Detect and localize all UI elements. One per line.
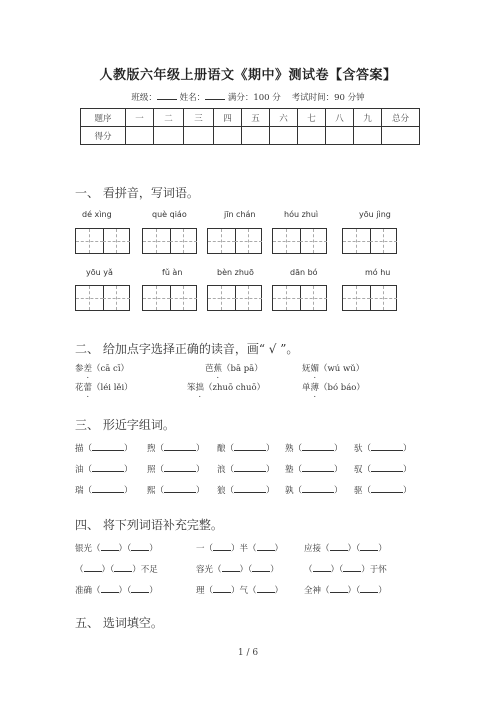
answer-blank[interactable]: [234, 441, 266, 451]
score-cell[interactable]: [354, 127, 382, 145]
idiom-item: [304, 562, 387, 575]
score-cell[interactable]: [214, 127, 242, 145]
answer-blank[interactable]: [92, 441, 124, 451]
answer-blank[interactable]: [313, 562, 331, 572]
reading-item: [75, 381, 133, 393]
idiom-text: ）气（: [231, 586, 257, 596]
section-1-title: 一、 看拼音，写词语。: [75, 186, 199, 200]
reading-options[interactable]: （bó báo）: [319, 383, 365, 393]
word-item: 照（ ）: [147, 462, 205, 475]
answer-blank[interactable]: [131, 541, 149, 551]
score-cell[interactable]: [184, 127, 214, 145]
word-item: 瑞（ ）: [75, 483, 133, 496]
header-cell: 一: [126, 109, 154, 127]
answer-blank[interactable]: [360, 541, 378, 551]
idiom-text: ）于怀: [361, 565, 387, 575]
char: 驭: [354, 465, 363, 475]
word-item: 驱（ ）: [354, 483, 412, 496]
answer-blank[interactable]: [213, 541, 231, 551]
idiom-text: 银光（: [75, 544, 101, 554]
score-cell[interactable]: [154, 127, 184, 145]
reading-item: [187, 381, 265, 393]
pinyin: bèn zhuō: [217, 268, 254, 277]
idiom-text: 理（: [196, 586, 214, 596]
score-value-row: [81, 127, 420, 145]
name-blank[interactable]: [205, 90, 225, 100]
section-5-title: 五、 选词填空。: [75, 616, 163, 630]
score-cell[interactable]: [326, 127, 354, 145]
word-item: 驭（ ）: [354, 462, 412, 475]
answer-blank[interactable]: [330, 583, 348, 593]
answer-blank[interactable]: [330, 541, 348, 551]
writing-box[interactable]: [272, 285, 327, 311]
idiom-text: ）半（: [231, 544, 257, 554]
header-cell: 三: [184, 109, 214, 127]
writing-box[interactable]: [142, 285, 197, 311]
dotted-char: 差: [83, 364, 93, 374]
full-score: 满分：100 分: [227, 93, 281, 103]
char: 描: [75, 444, 84, 454]
header-cell: 四: [214, 109, 242, 127]
header-cell: 八: [326, 109, 354, 127]
score-cell[interactable]: [270, 127, 298, 145]
pinyin: què qiáo: [152, 210, 187, 219]
pinyin: yōu jìng: [359, 210, 391, 219]
char: 瑞: [75, 486, 84, 496]
writing-box[interactable]: [342, 228, 397, 254]
char: 熟: [285, 444, 294, 454]
idiom-text: ）（: [347, 586, 361, 596]
idiom-item: [304, 541, 387, 554]
writing-box[interactable]: [75, 285, 130, 311]
char: 酿: [217, 444, 226, 454]
score-header-row: [81, 109, 420, 127]
answer-blank[interactable]: [164, 441, 196, 451]
exam-time: 考试时间：90 分钟: [291, 93, 365, 103]
writing-box[interactable]: [207, 228, 262, 254]
answer-blank[interactable]: [101, 583, 119, 593]
header-cell: 五: [242, 109, 270, 127]
header-cell: 二: [154, 109, 184, 127]
header-cell: 九: [354, 109, 382, 127]
section-2-title: 二、 给加点字选择正确的读音，画“ √ ”。: [75, 342, 299, 356]
answer-blank[interactable]: [371, 462, 403, 472]
pinyin: hóu zhuì: [284, 210, 319, 219]
reading-options[interactable]: （wú wǔ）: [319, 364, 365, 374]
word-item: 熟（ ）: [285, 441, 343, 454]
reading-item: [302, 362, 364, 374]
idiom-item: [304, 583, 387, 596]
dotted-char: 薄: [310, 383, 320, 393]
pinyin: dé xìng: [82, 210, 112, 219]
score-cell[interactable]: [382, 127, 420, 145]
idiom-item: [196, 583, 283, 596]
answer-blank[interactable]: [302, 483, 334, 493]
idiom-text: ）: [274, 586, 284, 596]
idiom-text: ）: [149, 586, 158, 596]
class-blank[interactable]: [157, 90, 177, 100]
answer-blank[interactable]: [234, 483, 266, 493]
idiom-text: ）: [378, 586, 387, 596]
idiom-text: ）: [149, 544, 158, 554]
answer-blank[interactable]: [84, 562, 102, 572]
idiom-text: ）（: [239, 565, 253, 575]
char: 塾: [285, 465, 294, 475]
reading-options[interactable]: （bā pā）: [222, 364, 263, 374]
idiom-item: [196, 562, 279, 575]
answer-blank[interactable]: [222, 562, 240, 572]
idiom-text: ）（: [118, 544, 132, 554]
header-cell: 总分: [382, 109, 420, 127]
idiom-text: ）: [378, 544, 387, 554]
answer-blank[interactable]: [257, 583, 275, 593]
word-item: 浪（ ）: [217, 462, 275, 475]
reading-item: [205, 362, 263, 374]
writing-box[interactable]: [142, 228, 197, 254]
answer-blank[interactable]: [92, 483, 124, 493]
reading-options[interactable]: （cā cī）: [92, 364, 130, 374]
writing-box[interactable]: [207, 285, 262, 311]
answer-blank[interactable]: [302, 462, 334, 472]
pinyin: yōu yǎ: [86, 268, 113, 277]
char: 单: [302, 383, 311, 393]
idiom-text: 容光（: [196, 565, 222, 575]
reading-options[interactable]: （zhuō chuō）: [204, 383, 266, 393]
char: 煦: [147, 444, 156, 454]
dotted-char: 拙: [195, 383, 205, 393]
reading-item: [302, 381, 365, 393]
char: 驱: [354, 486, 363, 496]
answer-blank[interactable]: [164, 483, 196, 493]
idiom-text: 全神（: [304, 586, 330, 596]
answer-blank[interactable]: [371, 483, 403, 493]
answer-blank[interactable]: [101, 541, 119, 551]
idiom-item: [75, 583, 158, 596]
answer-blank[interactable]: [302, 441, 334, 451]
writing-box[interactable]: [75, 228, 130, 254]
idiom-text: ）: [270, 565, 279, 575]
word-item: 煦（ ）: [147, 441, 205, 454]
word-item: 熙（ ）: [147, 483, 205, 496]
char: 熙: [147, 486, 156, 496]
page-title: 人教版六年级上册语文《期中》测试卷【含答案】: [99, 68, 397, 83]
idiom-text: ）（: [118, 586, 132, 596]
idiom-text: ）（: [347, 544, 361, 554]
char: 浪: [217, 465, 226, 475]
answer-blank[interactable]: [92, 462, 124, 472]
pinyin: jīn chán: [224, 210, 256, 219]
char: 笨: [187, 383, 196, 393]
score-cell[interactable]: [298, 127, 326, 145]
dotted-char: 蕾: [83, 383, 93, 393]
word-item: 描（ ）: [75, 441, 133, 454]
row-label: 得分: [81, 127, 126, 145]
idiom-item: [75, 562, 158, 575]
pinyin: dān bó: [290, 268, 318, 277]
idiom-text: ）（: [330, 565, 344, 575]
idiom-text: （: [75, 565, 84, 575]
word-item: 孰（ ）: [285, 483, 343, 496]
answer-blank[interactable]: [164, 462, 196, 472]
reading-options[interactable]: （léi lěi）: [92, 383, 133, 393]
pinyin: fǔ àn: [162, 268, 183, 277]
answer-blank[interactable]: [343, 562, 361, 572]
score-cell[interactable]: [242, 127, 270, 145]
answer-blank[interactable]: [234, 462, 266, 472]
idiom-item: [75, 541, 158, 554]
score-cell[interactable]: [126, 127, 154, 145]
word-item: 狼（ ）: [217, 483, 275, 496]
word-item: 油（ ）: [75, 462, 133, 475]
idiom-text: ）: [274, 544, 284, 554]
char: 照: [147, 465, 156, 475]
answer-blank[interactable]: [371, 441, 403, 451]
char: 油: [75, 465, 84, 475]
idiom-text: 准确（: [75, 586, 101, 596]
score-table: [80, 108, 420, 145]
section-4-title: 四、 将下列词语补充完整。: [75, 518, 223, 532]
idiom-text: ）（: [101, 565, 115, 575]
idiom-text: 应接（: [304, 544, 330, 554]
idiom-item: [196, 541, 283, 554]
word-item: 酿（ ）: [217, 441, 275, 454]
header-cell: 七: [298, 109, 326, 127]
char: 参: [75, 364, 84, 374]
char: 狼: [217, 486, 226, 496]
page-number: 1 / 6: [237, 648, 259, 658]
answer-blank[interactable]: [257, 541, 275, 551]
char: 孰: [285, 486, 294, 496]
idiom-text: （: [304, 565, 313, 575]
answer-blank[interactable]: [131, 583, 149, 593]
header-cell: 题序: [81, 109, 126, 127]
writing-box[interactable]: [272, 228, 327, 254]
char: 驮: [354, 444, 363, 454]
answer-blank[interactable]: [360, 583, 378, 593]
section-3-title: 三、 形近字组词。: [75, 418, 175, 432]
dotted-char: 蕉: [213, 364, 223, 374]
dotted-char: 媚: [310, 364, 320, 374]
word-item: 塾（ ）: [285, 462, 343, 475]
word-item: 驮（ ）: [354, 441, 412, 454]
class-label: 班级：: [131, 93, 157, 103]
pinyin: mó hu: [365, 268, 391, 277]
reading-item: [75, 362, 129, 374]
idiom-text: ）不足: [132, 565, 158, 575]
exam-info: [0, 90, 496, 103]
idiom-text: 一（: [196, 544, 214, 554]
answer-blank[interactable]: [114, 562, 132, 572]
char: 芭: [205, 364, 214, 374]
answer-blank[interactable]: [252, 562, 270, 572]
name-label: 姓名：: [179, 93, 206, 103]
char: 妩: [302, 364, 311, 374]
header-cell: 六: [270, 109, 298, 127]
char: 花: [75, 383, 84, 393]
answer-blank[interactable]: [213, 583, 231, 593]
writing-box[interactable]: [342, 285, 397, 311]
